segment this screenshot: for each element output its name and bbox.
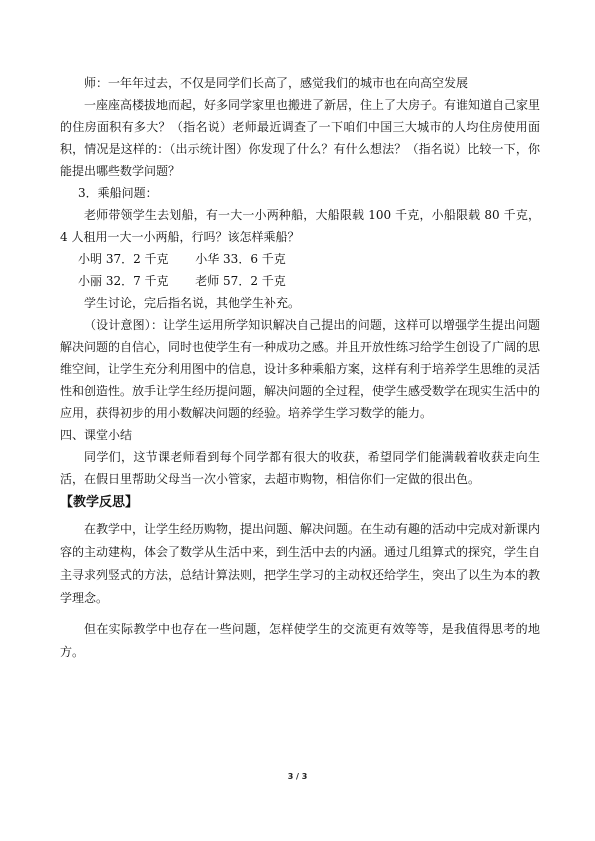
document-body (60, 72, 540, 664)
paragraph-class-summary: 同学们，这节课老师看到每个同学都有很大的收获，希望同学们能满载着收获走向生活，在假日里帮助父母当一次小管家，去超市购物，相信你们一定做的很出色。 (60, 450, 540, 486)
weights-row-1: 小明 37．2 千克 小华 33．6 千克 (78, 252, 286, 266)
paragraph-teacher-remark: 师：一年年过去，不仅是同学们长高了，感觉我们的城市也在向高空发展 (84, 76, 469, 90)
page-number: 3 / 3 (287, 772, 308, 781)
reflection-paragraph-1: 在教学中，让学生经历购物，提出问题、解决问题。在生动有趣的活动中完成对新课内容的主动建构，体会了数学从生活中来，到生活中去的内涵。通过几组算式的探究，学生自主寻求列竖式的方法，总结计算法则，把学生学习的主动权还给学生，突出了以生为本的教学理念。 (60, 522, 541, 605)
paragraph-design-intent: （设计意图）：让学生运用所学知识解决自己提出的问题，这样可以增强学生提出问题解决问题的自信心，同时也使学生有一种成功之感。并且开放性练习给学生创设了广阔的思维空间，让学生充分利用图中的信息，设计多种乘船方案，这样有利于培养学生思维的灵活性和创造性。放手让学生经历提问题，解决问题的全过程，使学生感受数学在现实生活中的应用，获得初步的用小数解决问题的经验。培养学生学习数学的能力。 (60, 318, 541, 420)
heading-boat-problem: 3．乘船问题： (78, 186, 158, 200)
reflection-title: 【教学反思】 (60, 495, 139, 510)
reflection-section (60, 518, 540, 664)
paragraph-gap (60, 610, 540, 618)
heading-class-summary: 四、课堂小结 (60, 428, 133, 442)
reflection-paragraph-2: 但在实际教学中也存在一些问题，怎样使学生的交流更有效等等，是我值得思考的地方。 (60, 622, 540, 659)
paragraph-student-discussion: 学生讨论，完后指名说，其他学生补充。 (84, 296, 301, 310)
paragraph-boat-problem: 老师带领学生去划船，有一大一小两种船，大船限载 100 千克，小船限载 80 千克，4 人租用一大一小两船，行吗？该怎样乘船？ (60, 208, 540, 244)
weights-row-2: 小丽 32．7 千克 老师 57．2 千克 (78, 274, 286, 288)
paragraph-housing-area: 一座座高楼拔地而起，好多同学家里也搬进了新居，住上了大房子。有谁知道自己家里的住房面积有多大？（指名说）老师最近调查了一下咱们中国三大城市的人均住房使用面积，情况是这样的：（出示统计图）你发现了什么？有什么想法？（指名说）比较一下，你能提出哪些数学问题？ (60, 98, 541, 178)
